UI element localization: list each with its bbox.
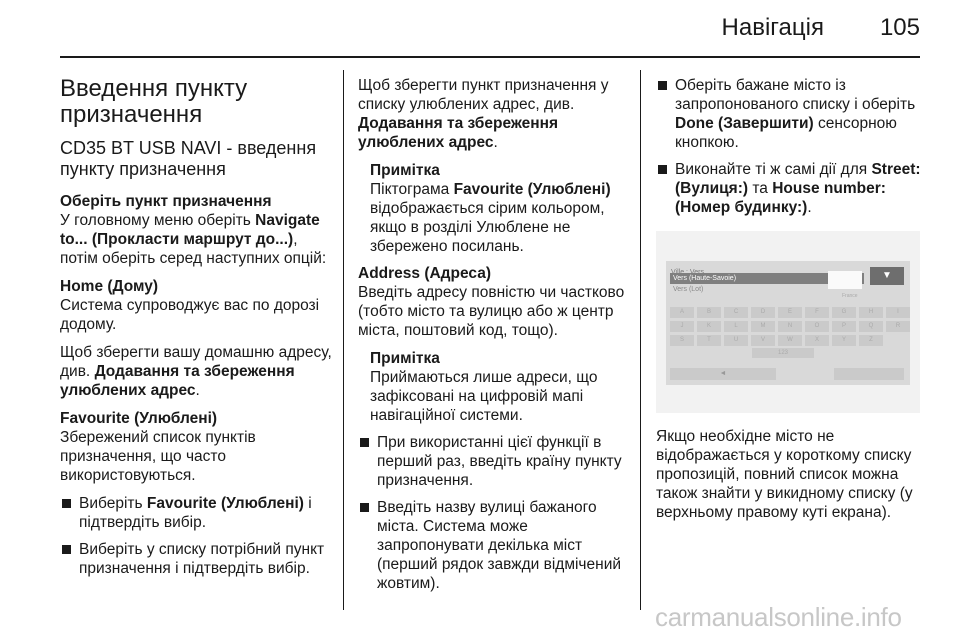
- keyboard-key: M: [751, 321, 775, 332]
- keyboard-key: Z: [859, 335, 883, 346]
- keyboard-key: N: [778, 321, 802, 332]
- keyboard-key: O: [805, 321, 829, 332]
- list-item: При використанні цієї функції в перший раз, введіть країну пункту призначення.: [358, 433, 630, 490]
- keyboard-key: Q: [859, 321, 883, 332]
- column-1: [60, 76, 332, 586]
- bullet-icon: [62, 499, 71, 508]
- keyboard-key: T: [697, 335, 721, 346]
- keyboard-screen: [666, 261, 910, 385]
- column-3: [656, 76, 924, 531]
- keyboard-key: B: [697, 307, 721, 318]
- section-heading: Введення пункту призначення: [60, 75, 248, 128]
- paragraph: Щоб зберегти вашу домашню адресу, див. Додавання та збереження улюблених адрес.: [60, 344, 332, 399]
- dropdown-button: [870, 267, 904, 285]
- keyboard-key: X: [805, 335, 829, 346]
- bullet-icon: [360, 438, 369, 447]
- column-divider: [640, 70, 641, 610]
- page-number: 105: [879, 14, 920, 41]
- city-option: Vers (Lot): [673, 286, 704, 293]
- keyboard-key: A: [670, 307, 694, 318]
- list-item: Оберіть бажане місто із запропонованого списку і оберіть Done (Завершити) сенсорною кнопкою.: [656, 76, 924, 152]
- watermark: carmanualsonline.info: [655, 602, 902, 632]
- keyboard-key: H: [859, 307, 883, 318]
- keyboard-key: U: [724, 335, 748, 346]
- keyboard-key: G: [832, 307, 856, 318]
- paragraph: Оберіть пункт призначення У головному меню оберіть Navigate to... (Прокласти маршрут до...), потім оберіть серед наступних опцій:: [60, 193, 327, 267]
- country-label: France: [842, 293, 858, 299]
- keyboard-key: S: [670, 335, 694, 346]
- list-item: Введіть назву вулиці бажаного міста. Система може запропонувати декілька міст (перший рядок завжди відмічений жовтим).: [358, 498, 630, 593]
- note: Примітка Піктограма Favourite (Улюблені) відображається сірим кольором, якщо в розділі Улюблене не збережено посилань.: [370, 162, 611, 255]
- column-divider: [343, 70, 344, 610]
- paragraph: Favourite (Улюблені) Збережений список пунктів призначення, що часто використовуються.: [60, 410, 256, 484]
- bullet-icon: [658, 81, 667, 90]
- done-key: [834, 368, 904, 380]
- letter-keyboard: [670, 307, 910, 346]
- keyboard-key: P: [832, 321, 856, 332]
- back-key: [670, 368, 776, 380]
- paragraph: Якщо необхідне місто не відображається у короткому списку пропозицій, повний список можна також знайти у викидному списку (у верхньому правому куті екрана).: [656, 428, 913, 521]
- keyboard-key: W: [778, 335, 802, 346]
- list-item: Виберіть у списку потрібний пункт призначення і підтвердіть вибір.: [60, 540, 332, 578]
- bullet-icon: [658, 165, 667, 174]
- paragraph-heading: Favourite (Улюблені): [60, 410, 218, 427]
- paragraph-heading: Home (Дому): [60, 278, 159, 295]
- paragraph: Home (Дому) Система супроводжує вас по дорозі додому.: [60, 278, 320, 333]
- note-heading: Примітка: [370, 350, 440, 367]
- numeric-key: 123: [752, 348, 814, 358]
- keyboard-key: L: [724, 321, 748, 332]
- keyboard-key: K: [697, 321, 721, 332]
- keyboard-key: I: [886, 307, 910, 318]
- keyboard-key: D: [751, 307, 775, 318]
- paragraph: Address (Адреса) Введіть адресу повністю чи частково (тобто місто та вулицю або ж центр міста, поштовий код, тощо).: [358, 265, 625, 339]
- arrow-left-icon: ◄: [719, 370, 727, 377]
- bullet-icon: [360, 503, 369, 512]
- bullet-icon: [62, 545, 71, 554]
- navigation-screen-illustration: [656, 231, 920, 413]
- paragraph-heading: Оберіть пункт призначення: [60, 193, 272, 210]
- chevron-down-icon: ▼: [882, 270, 892, 281]
- note-heading: Примітка: [370, 162, 440, 179]
- section-title: Навігація: [721, 14, 824, 41]
- keyboard-key: J: [670, 321, 694, 332]
- paragraph-heading: Address (Адреса): [358, 265, 491, 282]
- keyboard-key: V: [751, 335, 775, 346]
- keyboard-key: C: [724, 307, 748, 318]
- header-rule: [60, 56, 920, 58]
- paragraph: Щоб зберегти пункт призначення у списку улюблених адрес, див. Додавання та збереження улюблених адрес.: [358, 77, 609, 151]
- selected-city: Vers (Haute-Savoie): [670, 273, 864, 284]
- page-header: [722, 14, 920, 42]
- keyboard-key: Y: [832, 335, 856, 346]
- keyboard-key: E: [778, 307, 802, 318]
- note: Примітка Приймаються лише адреси, що зафіксовані на цифровій мапі навігаційної системи.: [370, 350, 598, 424]
- list-item: Виберіть Favourite (Улюблені) і підтвердіть вибір.: [60, 494, 332, 532]
- keyboard-key: R: [886, 321, 910, 332]
- list-item: Виконайте ті ж самі дії для Street: (Вулиця:) та House number: (Номер будинку:).: [656, 160, 924, 217]
- subsection-heading: CD35 BT USB NAVI - введення пункту призначення: [60, 138, 317, 179]
- keyboard-key: F: [805, 307, 829, 318]
- column-2: [358, 76, 630, 601]
